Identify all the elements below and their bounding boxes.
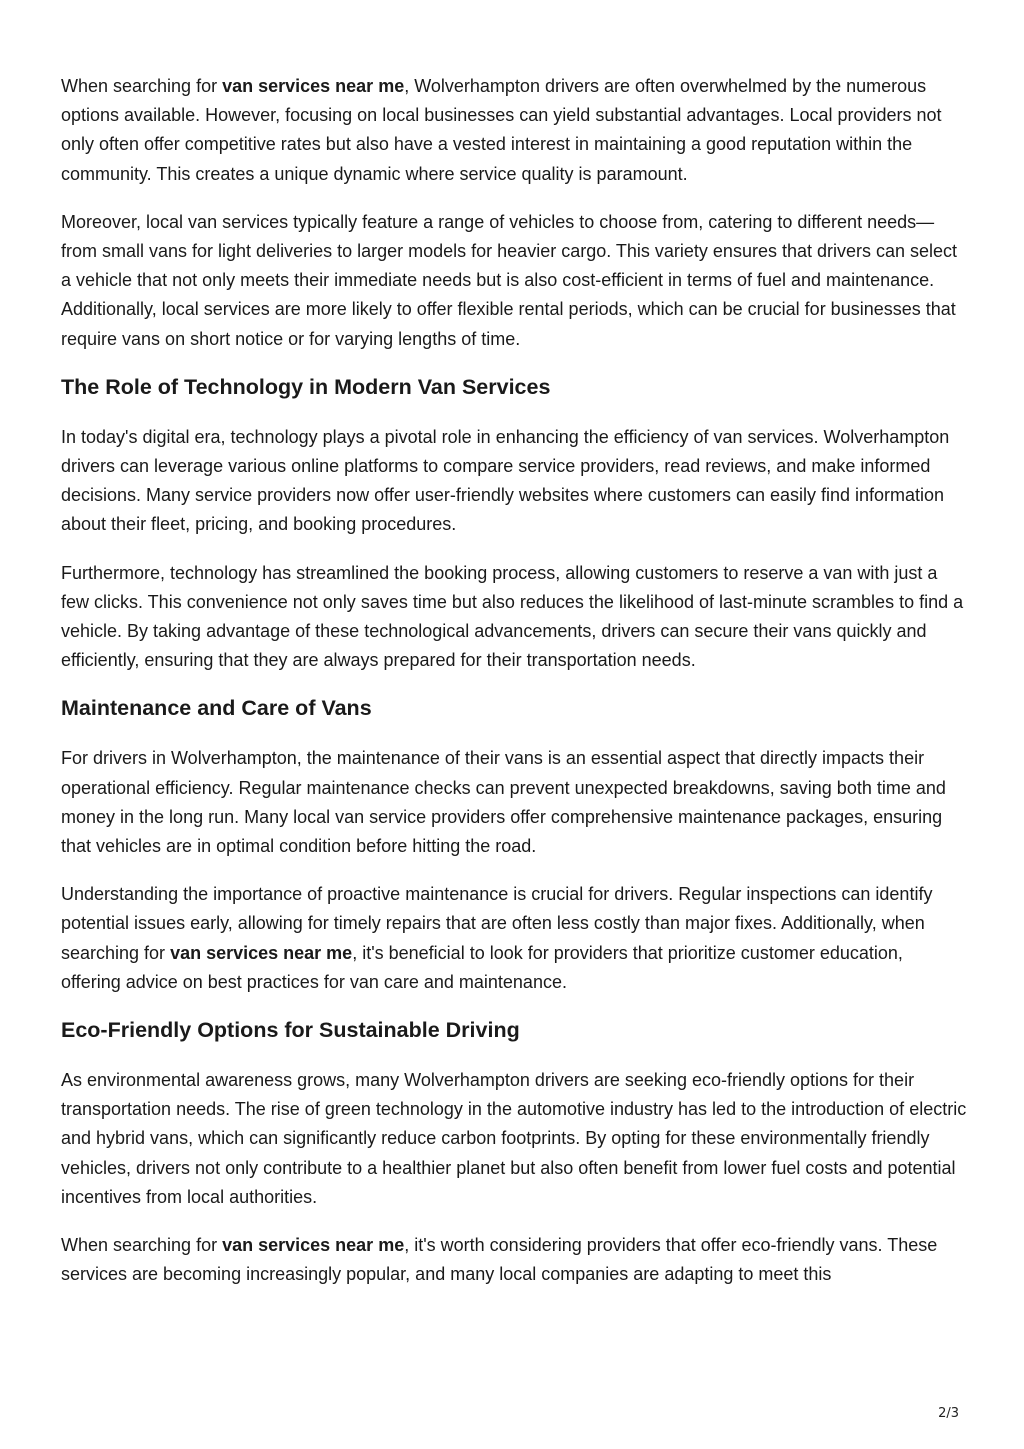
paragraph-vehicle-range: Moreover, local van services typically feature a range of vehicles to choose from, catering to different needs—from small vans for light deliveries to larger models for heavier cargo. This variety ensures that drivers can select a vehicle that not only meets their immediate needs but is also cost-efficient in terms of fuel and maintenance. Additionally, local services are more likely to offer flexible rental periods, which can be crucial for businesses that require vans on short notice or for varying lengths of time. <box>61 211 958 349</box>
paragraph-proactive-maintenance: Understanding the importance of proactive maintenance is crucial for drivers. Regular inspections can identify potential issues early, allowing for timely repairs that are often less costly than major fixes. Additionally, when searching for van services near me, it's beneficial to look for providers that prioritize customer education, offering advice on best practices for van care and maintenance. <box>61 884 933 992</box>
article-body <box>61 72 967 1309</box>
heading-eco-friendly: Eco-Friendly Options for Sustainable Driving <box>61 1018 520 1043</box>
paragraph-booking-process: Furthermore, technology has streamlined the booking process, allowing customers to reserve a van with just a few clicks. This convenience not only saves time but also reduces the likelihood of last-minute scrambles to find a vehicle. By taking advantage of these technological advancements, drivers can secure their vans quickly and efficiently, ensuring that they are always prepared for their transportation needs. <box>61 562 964 671</box>
keyword-van-services: van services near me <box>170 942 353 963</box>
paragraph-local-advantages: When searching for van services near me, Wolverhampton drivers are often overwhelmed by the numerous options available. However, focusing on local businesses can yield substantial advantages. Local providers not only often offer competitive rates but also have a vested interest in maintaining a good reputation within the community. This creates a unique dynamic where service quality is paramount. <box>61 76 942 184</box>
heading-technology: The Role of Technology in Modern Van Services <box>61 374 551 399</box>
paragraph-eco-providers: When searching for van services near me, it's worth considering providers that offer eco-friendly vans. These services are becoming increasingly popular, and many local companies are adapting to meet this <box>61 1235 938 1285</box>
paragraph-environmental-awareness: As environmental awareness grows, many Wolverhampton drivers are seeking eco-friendly options for their transportation needs. The rise of green technology in the automotive industry has led to the introduction of electric and hybrid vans, which can significantly reduce carbon footprints. By opting for these environmentally friendly vehicles, drivers not only contribute to a healthier planet but also often benefit from lower fuel costs and potential incentives from local authorities. <box>61 1070 967 1207</box>
keyword-van-services: van services near me <box>222 76 405 96</box>
keyword-van-services: van services near me <box>222 1235 405 1256</box>
paragraph-digital-era: In today's digital era, technology plays a pivotal role in enhancing the efficiency of van services. Wolverhampton drivers can leverage various online platforms to compare service providers, read reviews, and make informed decisions. Many service providers now offer user-friendly websites where customers can easily find information about their fleet, pricing, and booking procedures. <box>61 426 950 535</box>
heading-maintenance: Maintenance and Care of Vans <box>61 696 372 721</box>
page-number: 2/3 <box>938 1406 959 1421</box>
paragraph-maintenance-importance: For drivers in Wolverhampton, the maintenance of their vans is an essential aspect that directly impacts their operational efficiency. Regular maintenance checks can prevent unexpected breakdowns, saving both time and money in the long run. Many local van service providers offer comprehensive maintenance packages, ensuring that vehicles are in optimal condition before hitting the road. <box>61 748 946 857</box>
